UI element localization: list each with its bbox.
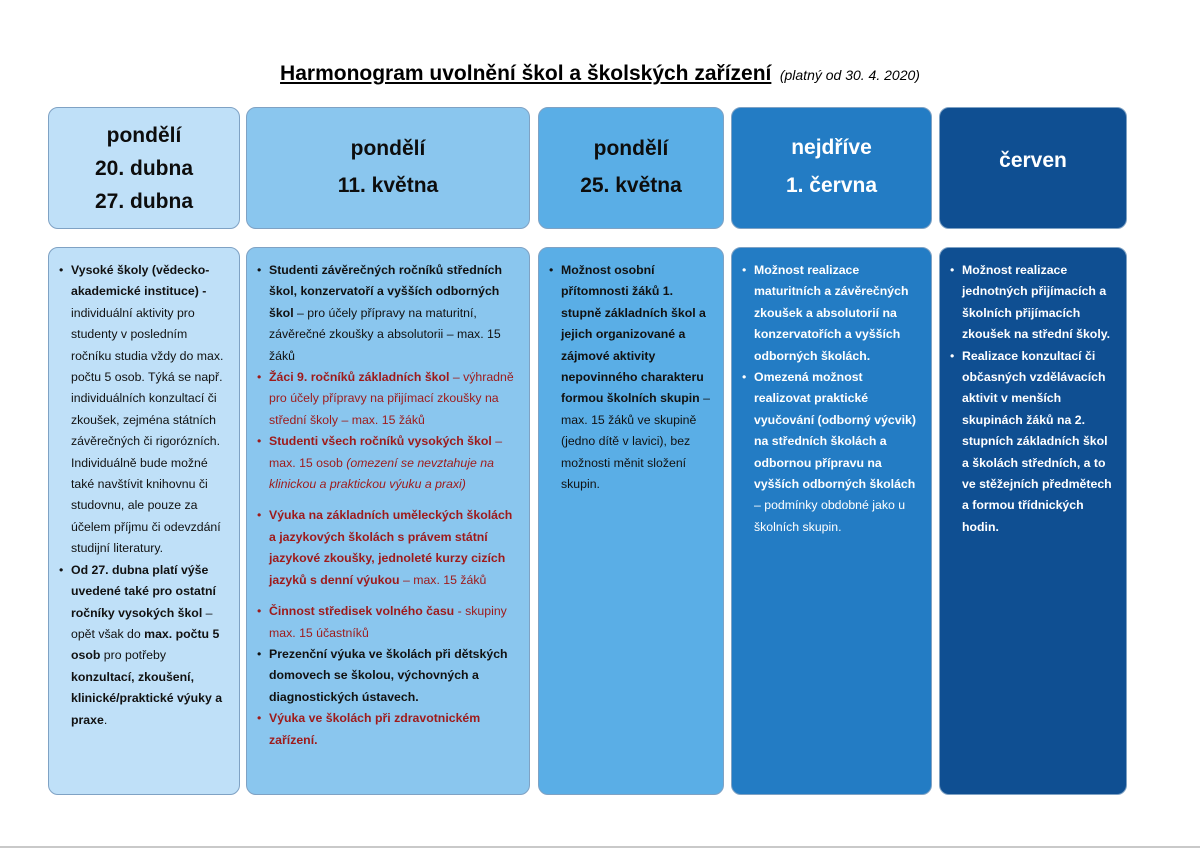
item-bold-text: Výuka na základních uměleckých školách a jazykových školách s právem státní jazykové zkoušky, jednoleté kurzy cizích jazyků s denní výukou [269, 508, 513, 587]
item-text: – max. 15 žáků [402, 572, 487, 587]
item-bold-text: Studenti závěrečných ročníků středních škol, konzervatoří a vyšších odborných škol [269, 263, 503, 320]
item-text: – pro účely přípravy na maturitní, závěrečné zkoušky a absolutorii – max. 15 žáků [269, 305, 501, 363]
item-bold-text: Žáci 9. ročníků základních škol [269, 370, 450, 385]
bullet-icon: • [257, 604, 262, 619]
list-item [257, 601, 519, 644]
list-item [549, 260, 713, 495]
content-col4 [731, 247, 932, 795]
header-line: 25. května [580, 174, 682, 197]
title-main: Harmonogram uvolnění škol a školských zařízení [280, 62, 772, 85]
bullet-icon: • [59, 562, 64, 577]
header-col2 [246, 107, 530, 229]
header-line: pondělí [593, 137, 669, 160]
item-bold-text: Studenti všech ročníků vysokých škol [269, 434, 492, 449]
title-validity: (platný od 30. 4. 2020) [779, 67, 920, 83]
header-line: nejdříve [791, 136, 872, 159]
item-bold-text: Možnost realizace maturitních a závěrečných zkoušek a absolutorií na konzervatořích a vyšších odborných školách. [754, 263, 909, 363]
bullet-icon: • [257, 434, 262, 449]
bullet-icon: • [257, 508, 262, 523]
content-col2 [246, 247, 530, 795]
list-item [257, 708, 519, 751]
bullet-icon: • [950, 263, 955, 277]
header-col3 [538, 107, 724, 229]
bullet-icon: • [257, 646, 262, 661]
list-item [257, 431, 519, 495]
bullet-icon: • [257, 263, 262, 277]
item-text: - skupiny max. 15 účastníků [269, 604, 507, 640]
item-text: – max. 15 žáků ve skupině (jedno dítě v lavici), bez možnosti měnit složení skupin. [561, 391, 710, 492]
item-italic-note: (omezení se nevztahuje na klinickou a praktickou výuku a praxi) [269, 455, 494, 492]
item-bold-text: Prezenční výuka ve školách při dětských domovech se školou, výchovných a diagnostických ústavech. [269, 646, 508, 704]
item-bold-text: Realizace konzultací či občasných vzdělávacích aktivit v menších skupinách žáků na 2. stupních základních škol a školách středních, a to ve stěžejních předmětech a formou třídnických hodin. [962, 348, 1112, 534]
item-bold-text: Omezená možnost realizovat praktické vyučování (odborný výcvik) na středních školách a odbornou přípravu na vyšších odborných školách [754, 370, 916, 492]
bullet-icon: • [742, 263, 747, 277]
header-col4 [731, 107, 932, 229]
header-line: pondělí [350, 137, 426, 160]
document-title [0, 62, 1200, 86]
header-col1 [48, 107, 240, 229]
list-item [59, 560, 229, 731]
header-col5 [939, 107, 1127, 229]
item-text: – výhradně pro účely přípravy na přijímací zkoušky na střední školy – max. 15 žáků [269, 370, 514, 427]
item-text: – max. 15 osob [269, 434, 503, 470]
list-item [257, 505, 519, 591]
item-bold-text: Činnost středisek volného času [269, 604, 455, 619]
bottom-divider [0, 846, 1200, 848]
bullet-icon: • [257, 711, 262, 726]
bullet-icon: • [742, 370, 747, 385]
spacer [257, 591, 519, 601]
list-item [257, 260, 519, 367]
content-col5 [939, 247, 1127, 795]
header-line: 1. června [785, 174, 878, 197]
header-line: 11. května [337, 174, 439, 197]
list-item [257, 644, 519, 708]
list-item [742, 367, 921, 538]
list-item [257, 367, 519, 431]
bullet-icon: • [950, 348, 955, 363]
header-line: pondělí [106, 123, 182, 147]
bullet-icon: • [59, 263, 64, 277]
item-text: pro potřeby [103, 648, 167, 663]
item-bold-text: Vysoké školy (vědecko-akademické instituce) - [71, 263, 210, 299]
bullet-icon: • [549, 263, 554, 277]
item-text: . [103, 712, 108, 727]
list-item [59, 260, 229, 560]
item-text: – podmínky obdobné jako u školních skupin. [754, 498, 906, 534]
header-line: 27. dubna [94, 189, 194, 213]
list-item [950, 346, 1116, 539]
item-text: individuální aktivity pro studenty v posledním ročníku studia vždy do max. počtu 5 osob. Týká se např. individuálních konzultací či zkoušek, zejména státních závěrečných či rigorózních. Individuálně bude možné také navštívit knihovnu či studovnu, ale pouze za účelem příjmu či odevzdání studijní literatury. [71, 305, 224, 556]
content-col3 [538, 247, 724, 795]
content-col1 [48, 247, 240, 795]
item-bold-text: Možnost osobní přítomnosti žáků 1. stupně základních škol a jejich organizované a zájmové aktivity nepovinného charakteru formou školních skupin [561, 263, 706, 406]
list-item [742, 260, 921, 367]
item-bold-text: Možnost realizace jednotných přijímacích a školních přijímacích zkoušek na střední školy. [962, 263, 1111, 342]
item-bold-text: Výuka ve školách při zdravotnickém zařízení. [269, 711, 481, 747]
header-line: 20. dubna [94, 156, 194, 180]
item-bold-text: konzultací, zkoušení, klinické/praktické výuky a praxe [71, 669, 223, 727]
item-bold-text: max. počtu 5 osob [71, 626, 220, 663]
header-line: červen [999, 149, 1067, 172]
item-bold-text: Od 27. dubna platí výše uvedené také pro ostatní ročníky vysokých škol [71, 562, 216, 620]
spacer [257, 495, 519, 505]
item-text: – opět však do [71, 605, 213, 641]
list-item [950, 260, 1116, 346]
bullet-icon: • [257, 370, 262, 385]
